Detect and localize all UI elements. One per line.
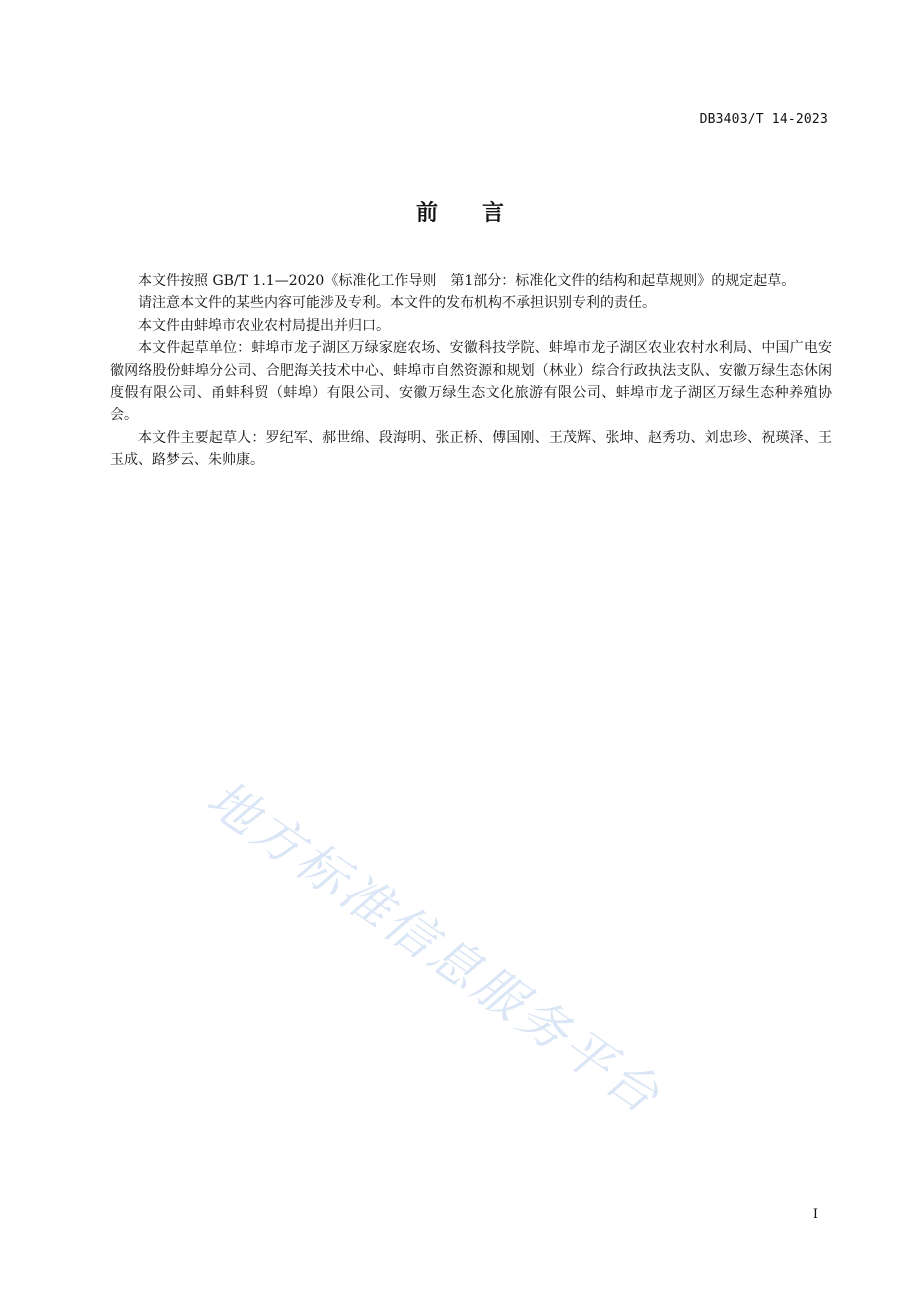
page-title: 前言 — [415, 201, 548, 226]
document-code: DB3403/T 14-2023 — [699, 112, 828, 127]
paragraph-drafting-rules: 本文件按照 GB/T 1.1—2020《标准化工作导则 第1部分：标准化文件的结构和起草规则》的规定起草。 — [138, 273, 796, 289]
foreword-body — [110, 270, 832, 472]
paragraph-proposer: 本文件由蚌埠市农业农村局提出并归口。 — [138, 317, 390, 334]
paragraph-drafting-units: 本文件起草单位：蚌埠市龙子湖区万绿家庭农场、安徽科技学院、蚌埠市龙子湖区农业农村水利局、中国广电安徽网络股份蚌埠分公司、合肥海关技术中心、蚌埠市自然资源和规划（林业）综合行政执法支队、安徽万绿生态休闲度假有限公司、甬蚌科贸（蚌埠）有限公司、安徽万绿生态文化旅游有限公司、蚌埠市龙子湖区万绿生态种养殖协会。 — [110, 340, 832, 424]
watermark-text: 地方标准信息服务平台 — [196, 769, 673, 1127]
paragraph-patent-notice: 请注意本文件的某些内容可能涉及专利。本文件的发布机构不承担识别专利的责任。 — [138, 295, 656, 312]
page-number: I — [812, 1207, 818, 1222]
paragraph-drafters: 本文件主要起草人：罗纪军、郝世绵、段海明、张正桥、傅国刚、王茂辉、张坤、赵秀功、刘忠珍、祝瑛泽、王玉成、路梦云、朱帅康。 — [110, 429, 832, 469]
